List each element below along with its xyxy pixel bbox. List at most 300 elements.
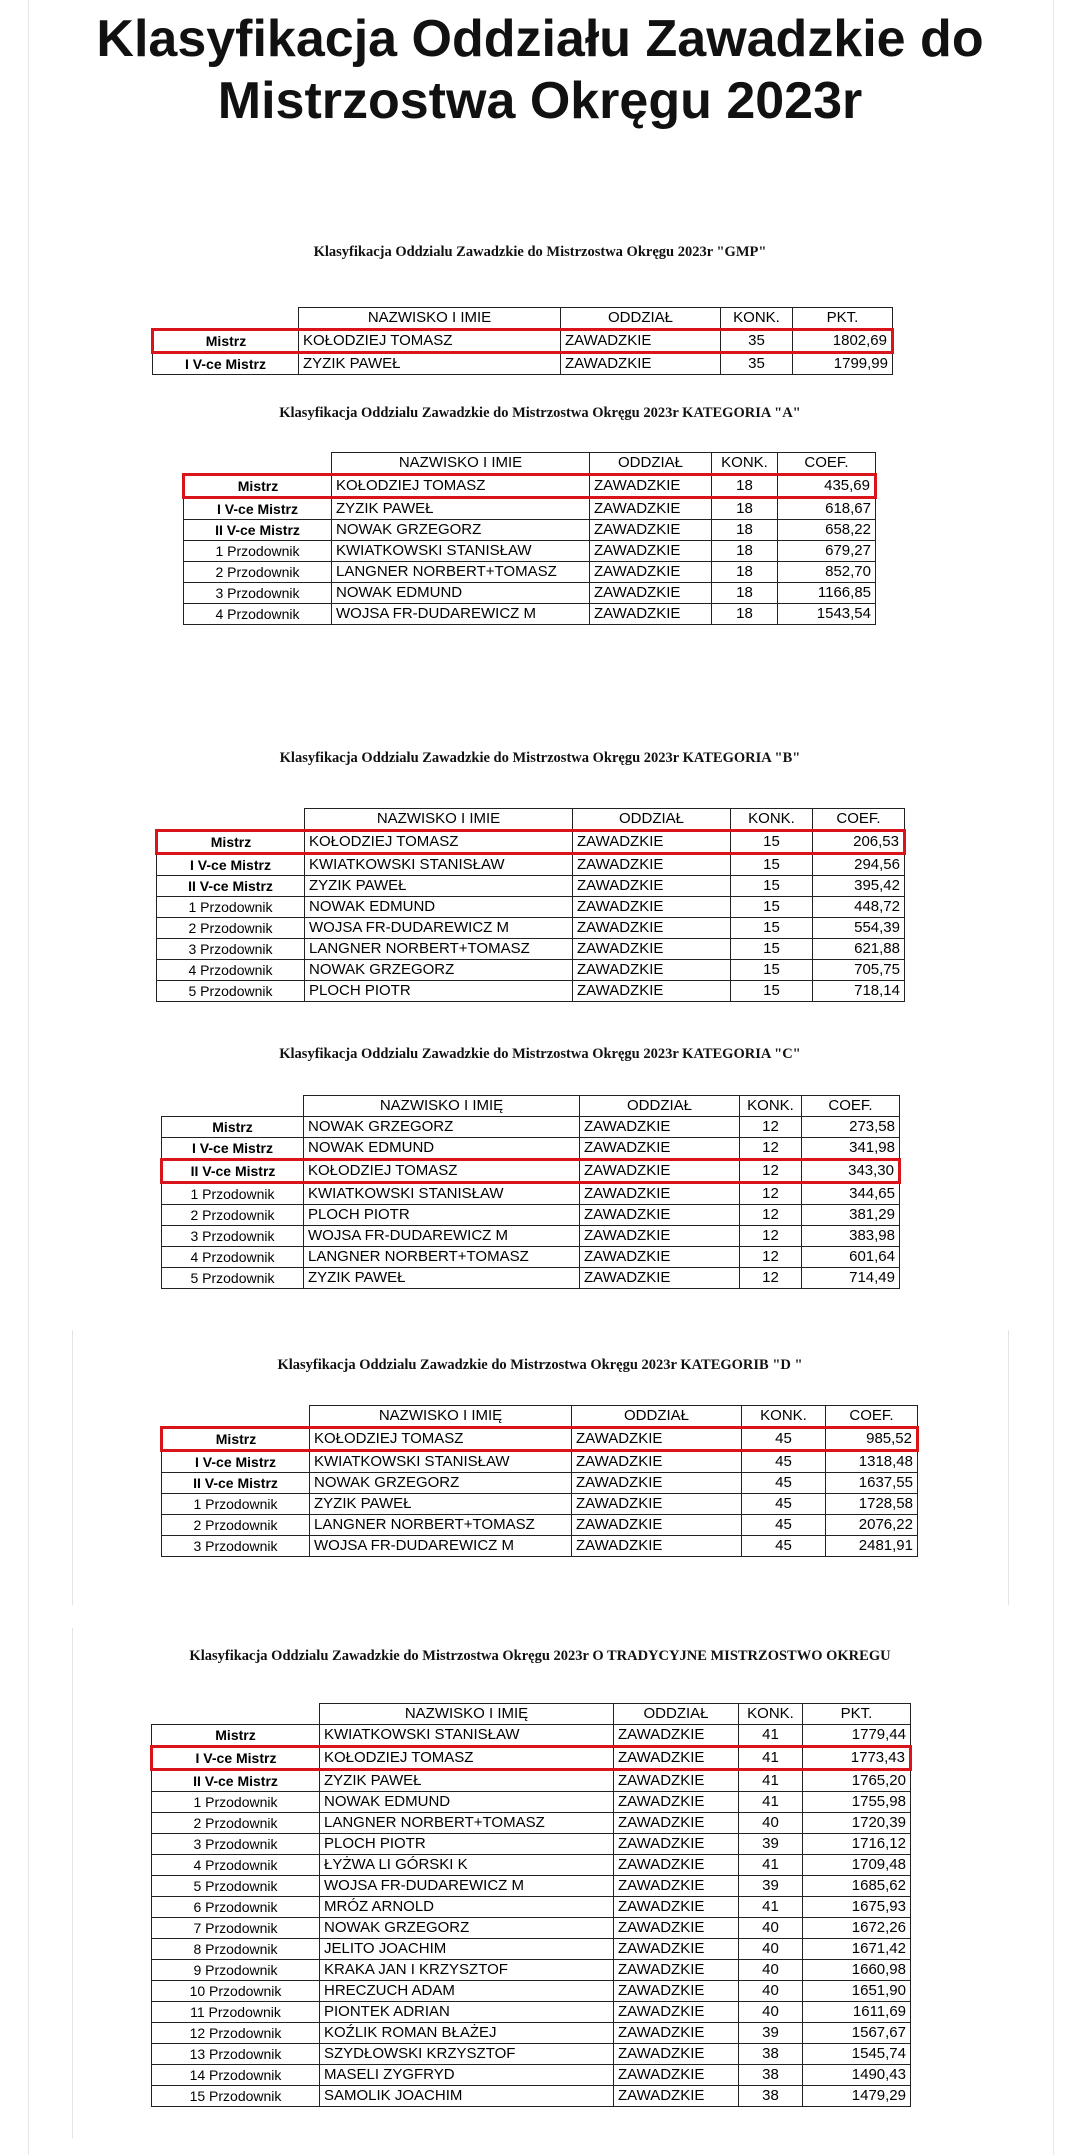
table-row xyxy=(162,1536,918,1557)
oddzial-cell: ZAWADZKIE xyxy=(580,1247,740,1268)
section-title-kategoria-d: Klasyfikacja Oddzialu Zawadzkie do Mistrzostwa Okręgu 2023r KATEGORIB "D " xyxy=(277,1357,803,1373)
table-row xyxy=(162,1138,900,1160)
konk-cell: 39 xyxy=(739,2023,803,2044)
name-cell: KOŁODZIEJ TOMASZ xyxy=(304,1160,580,1183)
konk-cell: 45 xyxy=(742,1428,826,1451)
oddzial-cell: ZAWADZKIE xyxy=(572,1428,742,1451)
oddzial-cell: ZAWADZKIE xyxy=(590,475,712,498)
score-cell: 1567,67 xyxy=(803,2023,911,2044)
table-header-row xyxy=(157,809,905,831)
konk-cell: 40 xyxy=(739,1960,803,1981)
table-header-row xyxy=(152,1704,911,1725)
score-cell: 1479,29 xyxy=(803,2086,911,2107)
konk-cell: 40 xyxy=(739,2002,803,2023)
oddzial-cell: ZAWADZKIE xyxy=(561,353,721,375)
table-row xyxy=(152,2086,911,2107)
oddzial-cell: ZAWADZKIE xyxy=(580,1183,740,1205)
rank-cell: 6 Przodownik xyxy=(152,1897,320,1918)
name-cell: HRECZUCH ADAM xyxy=(320,1981,614,2002)
header-blank-cell xyxy=(184,453,332,475)
name-cell: KWIATKOWSKI STANISŁAW xyxy=(304,1183,580,1205)
rank-cell: 3 Przodownik xyxy=(152,1834,320,1855)
score-cell: 1716,12 xyxy=(803,1834,911,1855)
rank-cell: 3 Przodownik xyxy=(162,1226,304,1247)
score-cell: 395,42 xyxy=(813,876,905,897)
score-cell: 1720,39 xyxy=(803,1813,911,1834)
name-cell: KWIATKOWSKI STANISŁAW xyxy=(320,1725,614,1747)
konk-cell: 45 xyxy=(742,1515,826,1536)
header-oddzial: ODDZIAŁ xyxy=(573,809,731,831)
score-cell: 601,64 xyxy=(802,1247,900,1268)
rank-cell: 4 Przodownik xyxy=(157,960,305,981)
oddzial-cell: ZAWADZKIE xyxy=(590,583,712,604)
rank-cell: 2 Przodownik xyxy=(162,1515,310,1536)
konk-cell: 45 xyxy=(742,1451,826,1473)
score-cell: 1685,62 xyxy=(803,1876,911,1897)
name-cell: NOWAK GRZEGORZ xyxy=(320,1918,614,1939)
table-row xyxy=(184,562,876,583)
name-cell: KOŁODZIEJ TOMASZ xyxy=(299,330,561,353)
rank-cell: 5 Przodownik xyxy=(162,1268,304,1289)
rank-cell: 11 Przodownik xyxy=(152,2002,320,2023)
konk-cell: 12 xyxy=(740,1138,802,1160)
divider xyxy=(72,1628,73,2138)
table-row xyxy=(152,2044,911,2065)
score-cell: 1490,43 xyxy=(803,2065,911,2086)
score-cell: 985,52 xyxy=(826,1428,918,1451)
name-cell: KOŁODZIEJ TOMASZ xyxy=(332,475,590,498)
konk-cell: 41 xyxy=(739,1770,803,1792)
rank-cell: 1 Przodownik xyxy=(162,1494,310,1515)
header-blank-cell xyxy=(153,308,299,330)
score-cell: 1651,90 xyxy=(803,1981,911,2002)
oddzial-cell: ZAWADZKIE xyxy=(614,1855,739,1876)
header-score: COEF. xyxy=(802,1096,900,1117)
table-row-highlighted xyxy=(157,831,905,854)
score-cell: 852,70 xyxy=(778,562,876,583)
table-row xyxy=(152,2023,911,2044)
name-cell: PLOCH PIOTR xyxy=(320,1834,614,1855)
konk-cell: 12 xyxy=(740,1117,802,1138)
table-row xyxy=(162,1117,900,1138)
oddzial-cell: ZAWADZKIE xyxy=(614,2086,739,2107)
rank-cell: II V-ce Mistrz xyxy=(162,1160,304,1183)
score-cell: 383,98 xyxy=(802,1226,900,1247)
konk-cell: 12 xyxy=(740,1247,802,1268)
header-blank-cell xyxy=(152,1704,320,1725)
rank-cell: 1 Przodownik xyxy=(162,1183,304,1205)
rank-cell: I V-ce Mistrz xyxy=(152,1747,320,1770)
header-oddzial: ODDZIAŁ xyxy=(561,308,721,330)
table-row xyxy=(152,1939,911,1960)
header-name: NAZWISKO I IMIE xyxy=(299,308,561,330)
score-cell: 341,98 xyxy=(802,1138,900,1160)
name-cell: KRAKA JAN I KRZYSZTOF xyxy=(320,1960,614,1981)
score-cell: 714,49 xyxy=(802,1268,900,1289)
table-row xyxy=(157,876,905,897)
score-cell: 206,53 xyxy=(813,831,905,854)
table-row xyxy=(162,1494,918,1515)
name-cell: SZYDŁOWSKI KRZYSZTOF xyxy=(320,2044,614,2065)
name-cell: ZYZIK PAWEŁ xyxy=(332,498,590,520)
header-name: NAZWISKO I IMIĘ xyxy=(304,1096,580,1117)
rank-cell: 10 Przodownik xyxy=(152,1981,320,2002)
header-konk: KONK. xyxy=(739,1704,803,1725)
konk-cell: 39 xyxy=(739,1834,803,1855)
rank-cell: 1 Przodownik xyxy=(184,541,332,562)
table-kategoria-d xyxy=(160,1405,919,1557)
name-cell: WOJSA FR-DUDAREWICZ M xyxy=(304,1226,580,1247)
table-header-row xyxy=(162,1096,900,1117)
score-cell: 718,14 xyxy=(813,981,905,1002)
rank-cell: 5 Przodownik xyxy=(152,1876,320,1897)
table-kategoria-b xyxy=(155,808,906,1002)
oddzial-cell: ZAWADZKIE xyxy=(573,831,731,854)
score-cell: 1637,55 xyxy=(826,1473,918,1494)
rank-cell: 14 Przodownik xyxy=(152,2065,320,2086)
name-cell: WOJSA FR-DUDAREWICZ M xyxy=(332,604,590,625)
oddzial-cell: ZAWADZKIE xyxy=(572,1494,742,1515)
score-cell: 1765,20 xyxy=(803,1770,911,1792)
table-row xyxy=(162,1268,900,1289)
table-kategoria-c xyxy=(160,1095,901,1289)
score-cell: 621,88 xyxy=(813,939,905,960)
section-title-gmp: Klasyfikacja Oddzialu Zawadzkie do Mistrzostwa Okręgu 2023r "GMP" xyxy=(313,244,767,260)
oddzial-cell: ZAWADZKIE xyxy=(590,604,712,625)
oddzial-cell: ZAWADZKIE xyxy=(614,2065,739,2086)
konk-cell: 40 xyxy=(739,1981,803,2002)
name-cell: PLOCH PIOTR xyxy=(305,981,573,1002)
konk-cell: 18 xyxy=(712,562,778,583)
oddzial-cell: ZAWADZKIE xyxy=(572,1451,742,1473)
name-cell: ZYZIK PAWEŁ xyxy=(305,876,573,897)
table-row xyxy=(157,854,905,876)
name-cell: NOWAK GRZEGORZ xyxy=(304,1117,580,1138)
name-cell: KOŹLIK ROMAN BŁAŻEJ xyxy=(320,2023,614,2044)
konk-cell: 15 xyxy=(731,918,813,939)
table-row xyxy=(157,939,905,960)
rank-cell: 2 Przodownik xyxy=(162,1205,304,1226)
name-cell: ZYZIK PAWEŁ xyxy=(320,1770,614,1792)
konk-cell: 41 xyxy=(739,1792,803,1813)
table-row xyxy=(162,1451,918,1473)
rank-cell: Mistrz xyxy=(162,1428,310,1451)
table-row xyxy=(152,1792,911,1813)
table-row xyxy=(152,1813,911,1834)
konk-cell: 45 xyxy=(742,1536,826,1557)
oddzial-cell: ZAWADZKIE xyxy=(580,1226,740,1247)
name-cell: KOŁODZIEJ TOMASZ xyxy=(310,1428,572,1451)
table-row xyxy=(162,1473,918,1494)
oddzial-cell: ZAWADZKIE xyxy=(580,1268,740,1289)
oddzial-cell: ZAWADZKIE xyxy=(614,1747,739,1770)
rank-cell: 4 Przodownik xyxy=(152,1855,320,1876)
score-cell: 1675,93 xyxy=(803,1897,911,1918)
table-row xyxy=(152,1918,911,1939)
oddzial-cell: ZAWADZKIE xyxy=(573,939,731,960)
oddzial-cell: ZAWADZKIE xyxy=(580,1117,740,1138)
score-cell: 1802,69 xyxy=(793,330,893,353)
rank-cell: 3 Przodownik xyxy=(162,1536,310,1557)
oddzial-cell: ZAWADZKIE xyxy=(590,520,712,541)
header-blank-cell xyxy=(162,1406,310,1428)
konk-cell: 12 xyxy=(740,1205,802,1226)
table-row xyxy=(184,604,876,625)
oddzial-cell: ZAWADZKIE xyxy=(590,562,712,583)
konk-cell: 38 xyxy=(739,2044,803,2065)
score-cell: 1728,58 xyxy=(826,1494,918,1515)
score-cell: 344,65 xyxy=(802,1183,900,1205)
rank-cell: 2 Przodownik xyxy=(152,1813,320,1834)
rank-cell: 3 Przodownik xyxy=(184,583,332,604)
header-name: NAZWISKO I IMIĘ xyxy=(320,1704,614,1725)
header-konk: KONK. xyxy=(712,453,778,475)
table-row xyxy=(152,1834,911,1855)
oddzial-cell: ZAWADZKIE xyxy=(573,918,731,939)
rank-cell: 1 Przodownik xyxy=(152,1792,320,1813)
rank-cell: 12 Przodownik xyxy=(152,2023,320,2044)
oddzial-cell: ZAWADZKIE xyxy=(580,1138,740,1160)
table-row xyxy=(152,2065,911,2086)
rank-cell: Mistrz xyxy=(162,1117,304,1138)
name-cell: MASELI ZYGFRYD xyxy=(320,2065,614,2086)
konk-cell: 18 xyxy=(712,604,778,625)
header-blank-cell xyxy=(157,809,305,831)
table-row xyxy=(153,353,893,375)
score-cell: 1799,99 xyxy=(793,353,893,375)
table-row xyxy=(184,520,876,541)
oddzial-cell: ZAWADZKIE xyxy=(614,1834,739,1855)
page-title: Klasyfikacja Oddziału Zawadzkie do Mistrzostwa Okręgu 2023r xyxy=(96,10,984,130)
oddzial-cell: ZAWADZKIE xyxy=(614,2044,739,2065)
table-row xyxy=(184,498,876,520)
name-cell: NOWAK EDMUND xyxy=(320,1792,614,1813)
konk-cell: 41 xyxy=(739,1725,803,1747)
name-cell: NOWAK EDMUND xyxy=(305,897,573,918)
oddzial-cell: ZAWADZKIE xyxy=(614,1813,739,1834)
name-cell: NOWAK GRZEGORZ xyxy=(305,960,573,981)
table-header-row xyxy=(153,308,893,330)
rank-cell: I V-ce Mistrz xyxy=(184,498,332,520)
header-konk: KONK. xyxy=(721,308,793,330)
table-row xyxy=(184,583,876,604)
header-konk: KONK. xyxy=(742,1406,826,1428)
header-name: NAZWISKO I IMIE xyxy=(332,453,590,475)
rank-cell: II V-ce Mistrz xyxy=(162,1473,310,1494)
score-cell: 554,39 xyxy=(813,918,905,939)
score-cell: 2076,22 xyxy=(826,1515,918,1536)
name-cell: LANGNER NORBERT+TOMASZ xyxy=(305,939,573,960)
name-cell: KWIATKOWSKI STANISŁAW xyxy=(305,854,573,876)
header-konk: KONK. xyxy=(731,809,813,831)
name-cell: KOŁODZIEJ TOMASZ xyxy=(320,1747,614,1770)
name-cell: KOŁODZIEJ TOMASZ xyxy=(305,831,573,854)
konk-cell: 38 xyxy=(739,2065,803,2086)
header-oddzial: ODDZIAŁ xyxy=(614,1704,739,1725)
name-cell: JELITO JOACHIM xyxy=(320,1939,614,1960)
score-cell: 273,58 xyxy=(802,1117,900,1138)
konk-cell: 15 xyxy=(731,981,813,1002)
score-cell: 1611,69 xyxy=(803,2002,911,2023)
section-title-kategoria-b: Klasyfikacja Oddzialu Zawadzkie do Mistrzostwa Okręgu 2023r KATEGORIA "B" xyxy=(279,750,801,766)
oddzial-cell: ZAWADZKIE xyxy=(614,1876,739,1897)
rank-cell: 2 Przodownik xyxy=(184,562,332,583)
konk-cell: 35 xyxy=(721,330,793,353)
table-row xyxy=(152,1897,911,1918)
table-row-highlighted xyxy=(153,330,893,353)
name-cell: NOWAK EDMUND xyxy=(332,583,590,604)
oddzial-cell: ZAWADZKIE xyxy=(573,854,731,876)
konk-cell: 41 xyxy=(739,1855,803,1876)
rank-cell: I V-ce Mistrz xyxy=(153,353,299,375)
table-tradycyjne xyxy=(150,1703,912,2107)
score-cell: 1166,85 xyxy=(778,583,876,604)
name-cell: NOWAK EDMUND xyxy=(304,1138,580,1160)
oddzial-cell: ZAWADZKIE xyxy=(614,1770,739,1792)
table-row xyxy=(152,1770,911,1792)
name-cell: LANGNER NORBERT+TOMASZ xyxy=(332,562,590,583)
konk-cell: 40 xyxy=(739,1939,803,1960)
name-cell: WOJSA FR-DUDAREWICZ M xyxy=(320,1876,614,1897)
score-cell: 1545,74 xyxy=(803,2044,911,2065)
rank-cell: 5 Przodownik xyxy=(157,981,305,1002)
header-oddzial: ODDZIAŁ xyxy=(590,453,712,475)
table-row xyxy=(152,1981,911,2002)
rank-cell: I V-ce Mistrz xyxy=(157,854,305,876)
header-konk: KONK. xyxy=(740,1096,802,1117)
header-blank-cell xyxy=(162,1096,304,1117)
oddzial-cell: ZAWADZKIE xyxy=(580,1205,740,1226)
oddzial-cell: ZAWADZKIE xyxy=(614,1897,739,1918)
header-score: COEF. xyxy=(826,1406,918,1428)
table-row xyxy=(162,1183,900,1205)
oddzial-cell: ZAWADZKIE xyxy=(573,876,731,897)
score-cell: 343,30 xyxy=(802,1160,900,1183)
table-row xyxy=(184,541,876,562)
oddzial-cell: ZAWADZKIE xyxy=(614,1939,739,1960)
score-cell: 1543,54 xyxy=(778,604,876,625)
konk-cell: 12 xyxy=(740,1268,802,1289)
table-row-highlighted xyxy=(152,1747,911,1770)
rank-cell: I V-ce Mistrz xyxy=(162,1451,310,1473)
score-cell: 435,69 xyxy=(778,475,876,498)
rank-cell: 7 Przodownik xyxy=(152,1918,320,1939)
name-cell: PLOCH PIOTR xyxy=(304,1205,580,1226)
rank-cell: 8 Przodownik xyxy=(152,1939,320,1960)
score-cell: 1660,98 xyxy=(803,1960,911,1981)
konk-cell: 15 xyxy=(731,939,813,960)
konk-cell: 39 xyxy=(739,1876,803,1897)
oddzial-cell: ZAWADZKIE xyxy=(580,1160,740,1183)
konk-cell: 18 xyxy=(712,498,778,520)
name-cell: KWIATKOWSKI STANISŁAW xyxy=(332,541,590,562)
konk-cell: 35 xyxy=(721,353,793,375)
oddzial-cell: ZAWADZKIE xyxy=(573,897,731,918)
oddzial-cell: ZAWADZKIE xyxy=(614,1918,739,1939)
table-row xyxy=(157,981,905,1002)
konk-cell: 15 xyxy=(731,876,813,897)
header-oddzial: ODDZIAŁ xyxy=(572,1406,742,1428)
table-row xyxy=(157,960,905,981)
rank-cell: Mistrz xyxy=(153,330,299,353)
rank-cell: 15 Przodownik xyxy=(152,2086,320,2107)
table-row xyxy=(162,1515,918,1536)
konk-cell: 41 xyxy=(739,1747,803,1770)
konk-cell: 41 xyxy=(739,1897,803,1918)
name-cell: ZYZIK PAWEŁ xyxy=(304,1268,580,1289)
score-cell: 381,29 xyxy=(802,1205,900,1226)
konk-cell: 18 xyxy=(712,583,778,604)
table-gmp xyxy=(151,307,894,375)
table-row xyxy=(162,1205,900,1226)
header-oddzial: ODDZIAŁ xyxy=(580,1096,740,1117)
table-row xyxy=(157,918,905,939)
rank-cell: 1 Przodownik xyxy=(157,897,305,918)
table-row xyxy=(162,1247,900,1268)
oddzial-cell: ZAWADZKIE xyxy=(590,498,712,520)
section-title-tradycyjne: Klasyfikacja Oddzialu Zawadzkie do Mistrzostwa Okręgu 2023r O TRADYCYJNE MISTRZOSTWO OKREGU xyxy=(189,1648,891,1664)
rank-cell: 3 Przodownik xyxy=(157,939,305,960)
score-cell: 618,67 xyxy=(778,498,876,520)
table-row xyxy=(157,897,905,918)
score-cell: 705,75 xyxy=(813,960,905,981)
konk-cell: 45 xyxy=(742,1494,826,1515)
name-cell: WOJSA FR-DUDAREWICZ M xyxy=(305,918,573,939)
name-cell: LANGNER NORBERT+TOMASZ xyxy=(320,1813,614,1834)
score-cell: 1773,43 xyxy=(803,1747,911,1770)
rank-cell: 2 Przodownik xyxy=(157,918,305,939)
name-cell: LANGNER NORBERT+TOMASZ xyxy=(304,1247,580,1268)
score-cell: 658,22 xyxy=(778,520,876,541)
name-cell: NOWAK GRZEGORZ xyxy=(332,520,590,541)
konk-cell: 40 xyxy=(739,1813,803,1834)
name-cell: SAMOLIK JOACHIM xyxy=(320,2086,614,2107)
konk-cell: 12 xyxy=(740,1226,802,1247)
rank-cell: II V-ce Mistrz xyxy=(184,520,332,541)
rank-cell: 9 Przodownik xyxy=(152,1960,320,1981)
score-cell: 1755,98 xyxy=(803,1792,911,1813)
konk-cell: 12 xyxy=(740,1160,802,1183)
name-cell: KWIATKOWSKI STANISŁAW xyxy=(310,1451,572,1473)
table-row xyxy=(152,2002,911,2023)
score-cell: 294,56 xyxy=(813,854,905,876)
table-row-highlighted xyxy=(184,475,876,498)
oddzial-cell: ZAWADZKIE xyxy=(572,1473,742,1494)
konk-cell: 38 xyxy=(739,2086,803,2107)
name-cell: ZYZIK PAWEŁ xyxy=(310,1494,572,1515)
oddzial-cell: ZAWADZKIE xyxy=(573,981,731,1002)
konk-cell: 18 xyxy=(712,475,778,498)
header-score: COEF. xyxy=(813,809,905,831)
table-row xyxy=(152,1876,911,1897)
rank-cell: 13 Przodownik xyxy=(152,2044,320,2065)
name-cell: NOWAK GRZEGORZ xyxy=(310,1473,572,1494)
oddzial-cell: ZAWADZKIE xyxy=(561,330,721,353)
oddzial-cell: ZAWADZKIE xyxy=(614,1725,739,1747)
table-header-row xyxy=(184,453,876,475)
table-header-row xyxy=(162,1406,918,1428)
rank-cell: Mistrz xyxy=(157,831,305,854)
table-row xyxy=(152,1855,911,1876)
table-row-highlighted xyxy=(162,1160,900,1183)
score-cell: 1671,42 xyxy=(803,1939,911,1960)
name-cell: LANGNER NORBERT+TOMASZ xyxy=(310,1515,572,1536)
header-name: NAZWISKO I IMIĘ xyxy=(310,1406,572,1428)
rank-cell: II V-ce Mistrz xyxy=(157,876,305,897)
section-title-kategoria-a: Klasyfikacja Oddzialu Zawadzkie do Mistrzostwa Okręgu 2023r KATEGORIA "A" xyxy=(279,405,801,421)
konk-cell: 15 xyxy=(731,897,813,918)
score-cell: 1779,44 xyxy=(803,1725,911,1747)
